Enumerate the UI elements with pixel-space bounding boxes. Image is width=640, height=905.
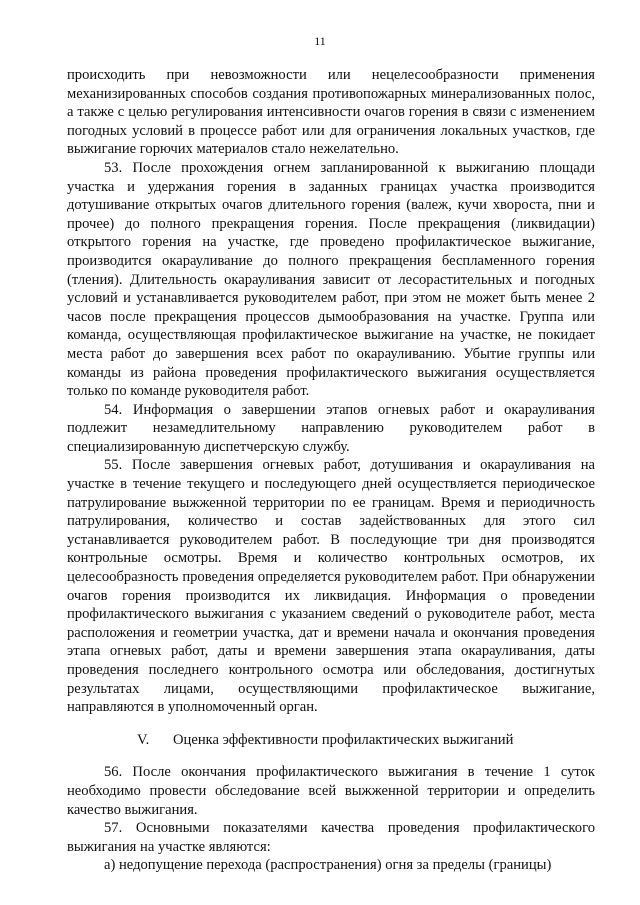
section-heading — [67, 731, 595, 750]
section-number: V. — [137, 731, 150, 748]
paragraph-55: 55. После завершения огневых работ, дотушивания и окарауливания на участке в течение текущего и последующего дней осуществляется периодическое патрулирование выжженной территории по ее границам. Время и периодичность патрулирования, количество и состав задействованных для этого сил устанавливается руководителем работ. В последующие три дня производятся контрольные осмотры. Время и количество контрольных осмотров, их целесообразность проведения определяется руководителем работ. При обнаружении очагов горения производится их ликвидация. Информация о проведении профилактического выжигания с указанием сведений о руководителе работ, места расположения и геометрии участка, дат и времени начала и окончания проведения этапа огневых работ, даты и времени завершения этапа окарауливания, даты проведения последнего контрольного осмотра или обследования, достигнутых результатах лицами, осуществляющими профилактическое выжигание, направляются в уполномоченный орган. — [67, 457, 595, 716]
paragraph-continuation: происходить при невозможности или нецелесообразности применения механизированных способов создания противопожарных минерализованных полос, а также с целью регулирования интенсивности очагов горения в связи с изменением погодных условий в процессе работ или для ограничения локальных участков, где выжигание горючих материалов стало нежелательно. — [67, 67, 595, 158]
page-number: 11 — [314, 34, 326, 48]
paragraph-53: 53. После прохождения огнем запланированной к выжиганию площади участка и удержания горения в заданных границах участка производится дотушивание открытых очагов длительного горения (валеж, кучи хвороста, пни и прочее) до полного прекращения горения. После прекращения (ликвидации) открытого горения на участке, где проведено профилактическое выжигание, производится окарауливание до полного прекращения беспламенного горения (тления). Длительность окарауливания зависит от лесорастительных и погодных условий и устанавливается руководителем работ, при этом не может быть менее 2 часов после прекращения процессов дымообразования на участке. Группа или команда, осуществляющая профилактическое выжигание на участке, не покидает места работ до завершения всех работ по окарауливанию. Убытие группы или команды из района проведения профилактического выжигания осуществляется только по команде руководителя работ. — [67, 159, 595, 400]
paragraph-54: 54. Информация о завершении этапов огневых работ и окарауливания подлежит незамедлительному направлению руководителем работ в специализированную диспетчерскую службу. — [67, 401, 595, 455]
paragraph-56: 56. После окончания профилактического выжигания в течение 1 суток необходимо провести обследование всей выжженной территории и определить качество выжигания. — [67, 764, 595, 818]
paragraph-57a: а) недопущение перехода (распространения) огня за пределы (границы) — [104, 857, 552, 874]
section-title: Оценка эффективности профилактических выжиганий — [173, 731, 514, 748]
paragraph-57: 57. Основными показателями качества проведения профилактического выжигания на участке являются: — [67, 820, 595, 855]
document-body — [67, 66, 595, 875]
